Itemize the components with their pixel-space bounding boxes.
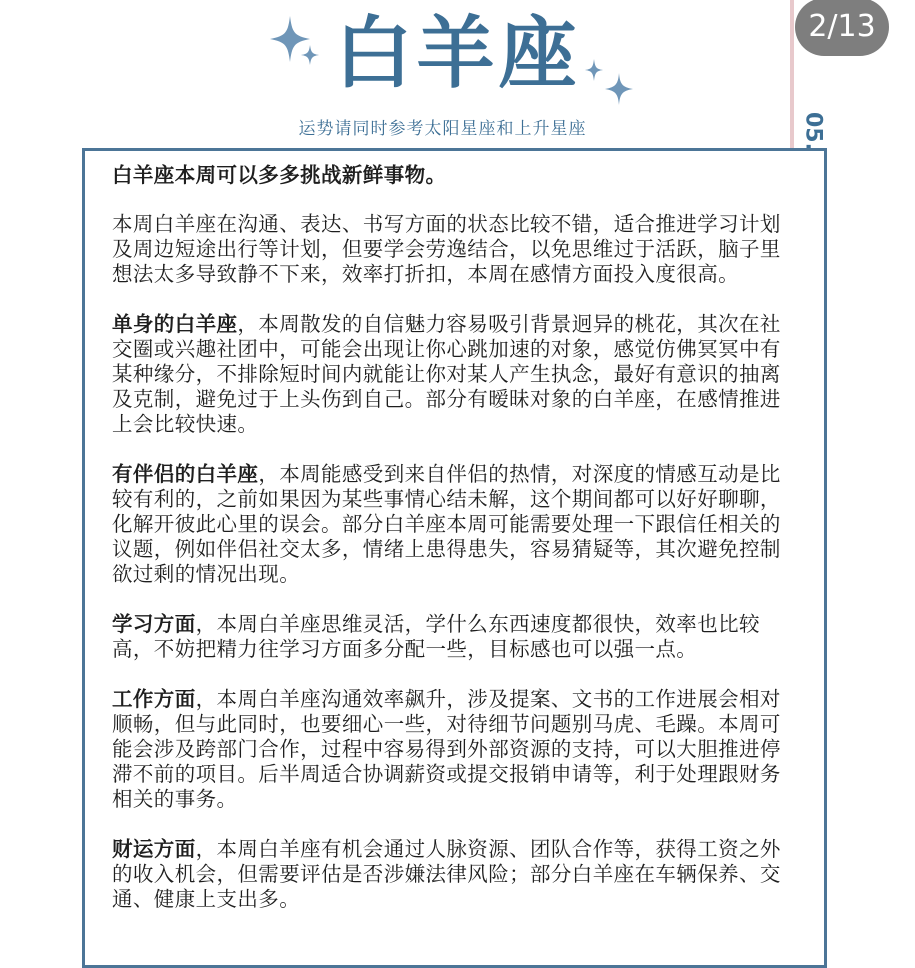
section-text: ，本周白羊座思维灵活，学什么东西速度都很快，效率也比较高，不妨把精力往学习方面多分配一些，目标感也可以强一点。	[112, 612, 760, 661]
section-paragraph	[112, 837, 800, 912]
content-card	[82, 148, 827, 968]
subtitle: 运势请同时参考太阳星座和上升星座	[298, 119, 587, 139]
section-paragraph	[112, 312, 800, 437]
article-body	[112, 163, 800, 937]
lead-sentence: 白羊座本周可以多多挑战新鲜事物。	[112, 163, 447, 187]
section-heading: 单身的白羊座	[112, 312, 238, 336]
section-heading: 学习方面	[112, 612, 196, 636]
section-text: ，本周白羊座有机会通过人脉资源、团队合作等，获得工资之外的收入机会，但需要评估是否涉嫌法律风险；部分白羊座在车辆保养、交通、健康上支出多。	[112, 837, 781, 911]
intro-paragraph: 本周白羊座在沟通、表达、书写方面的状态比较不错，适合推进学习计划及周边短途出行等计划，但要学会劳逸结合，以免思维过于活跃，脑子里想法太多导致静不下来，效率打折扣，本周在感情方面投入度很高。	[112, 212, 781, 286]
section-heading: 财运方面	[112, 837, 196, 861]
section-text: ，本周散发的自信魅力容易吸引背景迥异的桃花，其次在社交圈或兴趣社团中，可能会出现让你心跳加速的对象，感觉仿佛冥冥中有某种缘分，不排除短时间内就能让你对某人产生执念，最好有意识的抽离及克制，避免过于上头伤到自己。部分有暧昧对象的白羊座，在感情推进上会比较快速。	[112, 312, 781, 436]
section-heading: 工作方面	[112, 687, 196, 711]
page-title: 白羊座	[334, 9, 581, 99]
section-text: ，本周能感受到来自伴侣的热情，对深度的情感互动是比较有利的，之前如果因为某些事情心结未解，这个期间都可以好好聊聊，化解开彼此心里的误会。部分白羊座本周可能需要处理一下跟信任相关的议题，例如伴侣社交太多，情绪上患得患失，容易猜疑等，其次避免控制欲过剩的情况出现。	[112, 462, 781, 586]
section-paragraph	[112, 612, 800, 662]
section-paragraph	[112, 462, 800, 587]
section-heading: 有伴侣的白羊座	[112, 462, 259, 486]
section-text: ，本周白羊座沟通效率飙升，涉及提案、文书的工作进展会相对顺畅，但与此同时，也要细心一些，对待细节问题别马虎、毛躁。本周可能会涉及跨部门合作，过程中容易得到外部资源的支持，可以大胆推进停滞不前的项目。后半周适合协调薪资或提交报销申请等，利于处理跟财务相关的事务。	[112, 687, 781, 811]
page-indicator-badge: 2/13	[795, 0, 889, 56]
section-paragraph	[112, 687, 800, 812]
